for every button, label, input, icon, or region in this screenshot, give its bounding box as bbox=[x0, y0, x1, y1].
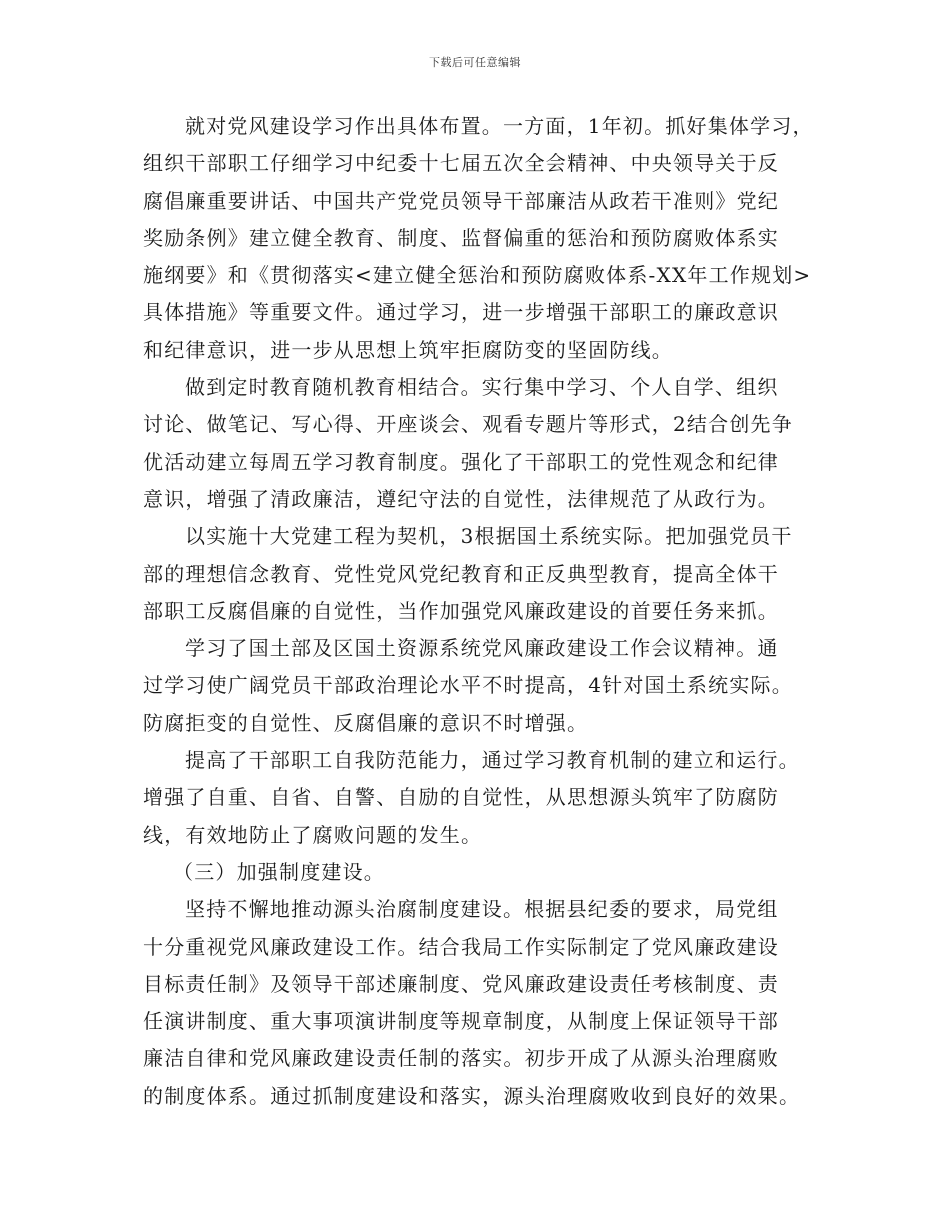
body-line: 奖励条例》建立健全教育、制度、监督偏重的惩治和预防腐败体系实 bbox=[143, 225, 779, 250]
body-line: 以实施十大党建工程为契机，3根据国土系统实际。把加强党员干 bbox=[185, 524, 793, 549]
body-line: （三）加强制度建设。 bbox=[173, 859, 385, 884]
body-line: 就对党风建设学习作出具体布置。一方面，1年初。抓好集体学习， bbox=[185, 114, 814, 138]
body-line: 做到定时教育随机教育相结合。实行集中学习、个人自学、组织 bbox=[185, 375, 779, 400]
body-line: 防腐拒变的自觉性、反腐倡廉的意识不时增强。 bbox=[143, 710, 589, 735]
body-line: 增强了自重、自省、自警、自励的自觉性，从思想源头筑牢了防腐防 bbox=[143, 785, 779, 810]
body-line: 的制度体系。通过抓制度建设和落实，源头治理腐败收到良好的效果。 bbox=[143, 1083, 801, 1108]
body-line: 部职工反腐倡廉的自觉性，当作加强党风廉政建设的首要任务来抓。 bbox=[143, 598, 779, 623]
body-line: 讨论、做笔记、写心得、开座谈会、观看专题片等形式，2结合创先争 bbox=[143, 412, 793, 437]
body-line: 学习了国土部及区国土资源系统党风廉政建设工作会议精神。通 bbox=[185, 636, 779, 661]
body-line: 廉洁自律和党风廉政建设责任制的落实。初步开成了从源头治理腐败 bbox=[143, 1046, 779, 1071]
body-line: 意识，增强了清政廉洁，遵纪守法的自觉性，法律规范了从政行为。 bbox=[143, 486, 779, 511]
body-line: 和纪律意识，进一步从思想上筑牢拒腐防变的坚固防线。 bbox=[143, 337, 673, 362]
document-body bbox=[143, 108, 833, 1115]
body-line: 过学习使广阔党员干部政治理论水平不时提高，4针对国土系统实际。 bbox=[143, 673, 793, 698]
body-line: 线，有效地防止了腐败问题的发生。 bbox=[143, 822, 483, 847]
body-line: 组织干部职工仔细学习中纪委十七届五次全会精神、中央领导关于反 bbox=[143, 151, 779, 176]
body-line: 优活动建立每周五学习教育制度。强化了干部职工的党性观念和纪律 bbox=[143, 449, 779, 474]
body-line: 具体措施》等重要文件。通过学习，进一步增强干部职工的廉政意识 bbox=[143, 300, 779, 325]
body-line: 十分重视党风廉政建设工作。结合我局工作实际制定了党风廉政建设 bbox=[143, 934, 779, 959]
body-line: 任演讲制度、重大事项演讲制度等规章制度，从制度上保证领导干部 bbox=[143, 1009, 779, 1034]
page-header: 下载后可任意编辑 bbox=[429, 56, 521, 69]
body-line: 部的理想信念教育、党性党风党纪教育和正反典型教育，提高全体干 bbox=[143, 561, 779, 586]
body-line: 坚持不懈地推动源头治腐制度建设。根据县纪委的要求，局党组 bbox=[185, 897, 779, 922]
body-line: 提高了干部职工自我防范能力，通过学习教育机制的建立和运行。 bbox=[185, 748, 800, 773]
body-line: 腐倡廉重要讲话、中国共产党党员领导干部廉洁从政若干准则》党纪 bbox=[143, 188, 779, 213]
body-line: 目标责任制》及领导干部述廉制度、党风廉政建设责任考核制度、责 bbox=[143, 971, 779, 996]
body-line: 施纲要》和《贯彻落实<建立健全惩治和预防腐败体系-XX年工作规划> bbox=[143, 263, 812, 288]
